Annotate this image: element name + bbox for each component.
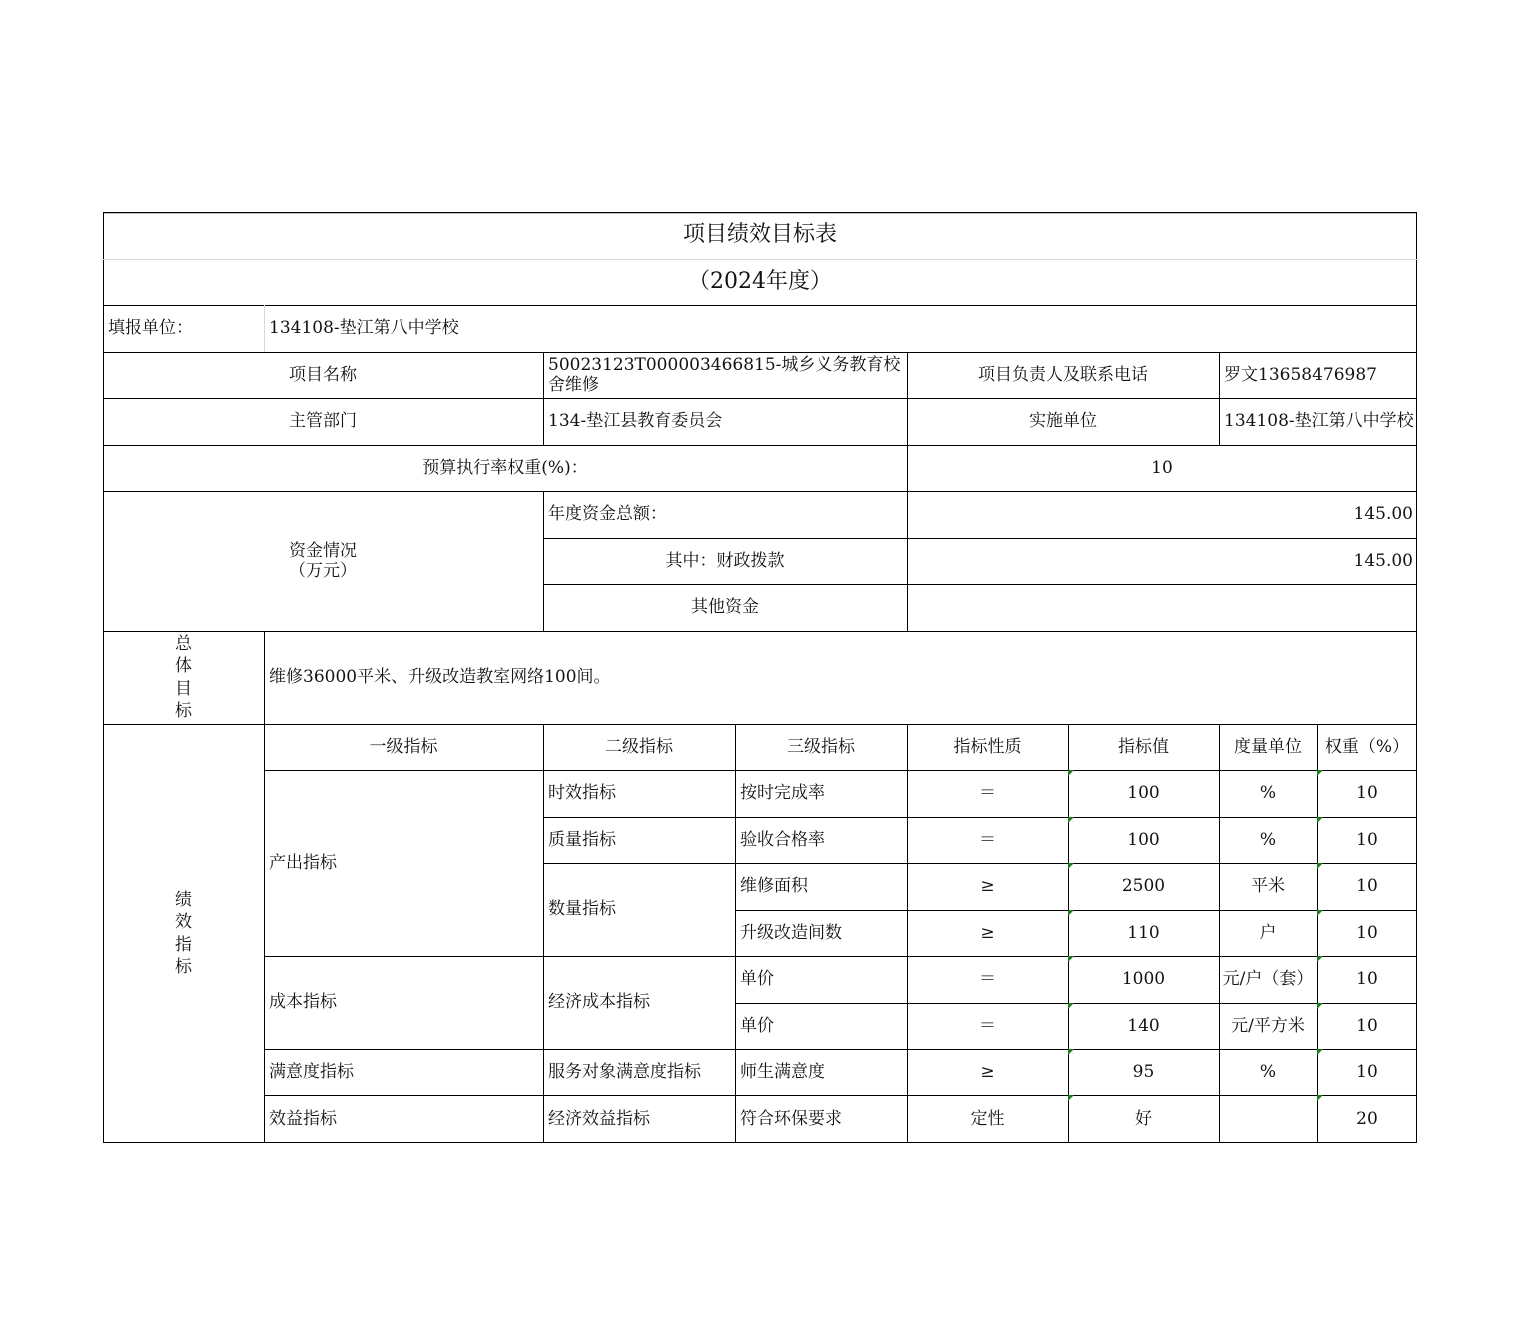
goal-label-cell [103, 631, 264, 724]
nature-cell: 定性 [970, 1108, 1005, 1129]
funds-label-line2: （万元） [289, 561, 357, 581]
header-weight: 权重（%） [1324, 736, 1410, 757]
weight-cell: 10 [1317, 1049, 1417, 1095]
year-subtitle: （2024年度） [688, 268, 832, 294]
dept-label: 主管部门 [289, 411, 357, 432]
total-funds-value: 145.00 [1353, 504, 1413, 525]
level3-cell: 按时完成率 [740, 783, 825, 804]
level1-benefit: 效益指标 [269, 1108, 337, 1129]
level1-satisfaction: 满意度指标 [269, 1061, 354, 1082]
impl-label: 实施单位 [1029, 411, 1097, 432]
header-level3: 三级指标 [787, 736, 855, 757]
other-funds-label: 其他资金 [691, 597, 759, 618]
weight-cell: 20 [1317, 1095, 1417, 1143]
contact-label: 项目负责人及联系电话 [978, 364, 1148, 385]
level2-service-satisfaction: 服务对象满意度指标 [548, 1061, 701, 1082]
goal-label: 总体目标 [175, 634, 192, 721]
nature-cell: ≥ [980, 1061, 995, 1082]
level2-economic-benefit: 经济效益指标 [548, 1108, 650, 1129]
weight-cell: 10 [1317, 910, 1417, 956]
level2-economic-cost: 经济成本指标 [548, 992, 650, 1013]
level3-cell: 验收合格率 [740, 829, 825, 850]
level2-quantity: 数量指标 [548, 899, 616, 920]
unit-cell: % [1259, 829, 1277, 850]
header-level2: 二级指标 [605, 736, 673, 757]
funds-label-line1: 资金情况 [289, 540, 357, 561]
fiscal-funds-value: 145.00 [1353, 550, 1413, 571]
filler-value: 134108-垫江第八中学校 [269, 318, 459, 339]
level2-timeliness: 时效指标 [548, 783, 616, 804]
level3-cell: 单价 [740, 969, 774, 990]
value-cell: 100 [1068, 770, 1219, 817]
other-funds-value [907, 584, 1417, 631]
unit-cell: 元/户（套） [1222, 969, 1314, 990]
unit-cell: 平米 [1251, 876, 1285, 897]
weight-cell: 10 [1317, 817, 1417, 863]
value-cell: 100 [1068, 817, 1219, 863]
header-value: 指标值 [1118, 736, 1169, 757]
value-cell: 110 [1068, 910, 1219, 956]
value-cell: 140 [1068, 1003, 1219, 1049]
weight-cell: 10 [1317, 863, 1417, 910]
unit-cell: 元/平方米 [1231, 1015, 1305, 1036]
nature-cell: ≥ [980, 922, 995, 943]
page-title: 项目绩效目标表 [682, 222, 837, 248]
level1-cost: 成本指标 [269, 992, 337, 1013]
unit-cell [1219, 1095, 1317, 1143]
nature-cell: ＝ [979, 969, 996, 990]
value-cell: 95 [1068, 1049, 1219, 1095]
budget-label: 预算执行率权重(%)： [422, 457, 588, 478]
unit-cell: % [1259, 783, 1277, 804]
nature-cell: ≥ [980, 876, 995, 897]
value-cell: 1000 [1068, 956, 1219, 1003]
level2-quality: 质量指标 [548, 829, 616, 850]
level3-cell: 单价 [740, 1015, 774, 1036]
indicators-label: 绩效指标 [175, 890, 192, 977]
impl-value: 134108-垫江第八中学校 [1224, 411, 1414, 432]
fiscal-funds-label: 其中：财政拨款 [665, 550, 785, 571]
header-unit: 度量单位 [1234, 736, 1302, 757]
dept-value: 134-垫江县教育委员会 [548, 411, 723, 432]
goal-text: 维修36000平米、升级改造教室网络100间。 [269, 667, 611, 688]
funds-label [103, 491, 543, 631]
level3-cell: 维修面积 [740, 876, 808, 897]
level3-cell: 师生满意度 [740, 1061, 825, 1082]
filler-label: 填报单位： [108, 318, 193, 339]
contact-value: 罗文13658476987 [1224, 364, 1377, 385]
project-name-value: 50023123T000003466815-城乡义务教育校舍维修 [548, 354, 901, 395]
performance-target-table [103, 212, 1417, 1143]
header-nature: 指标性质 [953, 736, 1022, 757]
value-cell: 2500 [1068, 863, 1219, 910]
weight-cell: 10 [1317, 1003, 1417, 1049]
value-cell: 好 [1068, 1095, 1219, 1143]
weight-cell: 10 [1317, 956, 1417, 1003]
total-funds-label: 年度资金总额： [548, 504, 667, 525]
nature-cell: ＝ [979, 783, 996, 804]
budget-value: 10 [1151, 457, 1173, 478]
nature-cell: ＝ [979, 1015, 996, 1036]
level1-output: 产出指标 [269, 852, 337, 873]
header-level1: 一级指标 [369, 736, 438, 757]
project-name-label: 项目名称 [289, 364, 357, 385]
weight-cell: 10 [1317, 770, 1417, 817]
unit-cell: % [1259, 1061, 1277, 1082]
level3-cell: 升级改造间数 [740, 922, 842, 943]
level3-cell: 符合环保要求 [740, 1108, 842, 1129]
indicators-label-cell [103, 724, 264, 1143]
nature-cell: ＝ [979, 829, 996, 850]
unit-cell: 户 [1259, 922, 1277, 943]
